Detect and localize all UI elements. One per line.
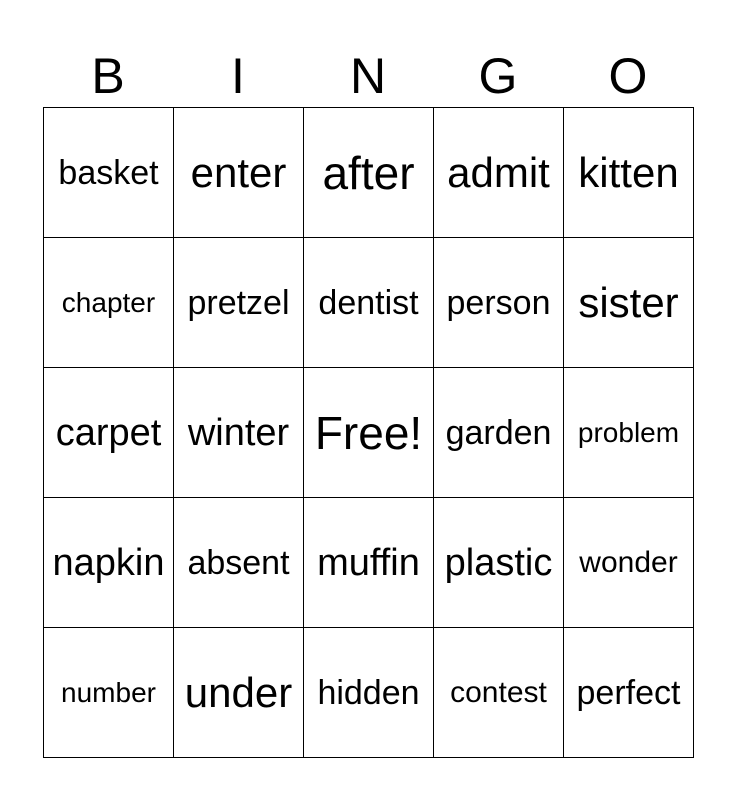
- header-letter-n: N: [349, 48, 387, 104]
- bingo-cell[interactable]: napkin: [43, 497, 174, 628]
- bingo-cell[interactable]: plastic: [433, 497, 564, 628]
- bingo-header: [43, 46, 693, 106]
- bingo-cell[interactable]: winter: [173, 367, 304, 498]
- header-letter-g: G: [478, 48, 518, 104]
- header-letter-i: I: [231, 48, 245, 104]
- bingo-cell[interactable]: pretzel: [173, 237, 304, 368]
- bingo-cell[interactable]: garden: [433, 367, 564, 498]
- bingo-board: [43, 107, 693, 757]
- header-letter-o: O: [608, 48, 648, 104]
- header-letter-b: B: [91, 48, 125, 104]
- bingo-cell[interactable]: muffin: [303, 497, 434, 628]
- bingo-cell[interactable]: chapter: [43, 237, 174, 368]
- bingo-cell[interactable]: sister: [563, 237, 694, 368]
- bingo-cell[interactable]: kitten: [563, 107, 694, 238]
- bingo-cell[interactable]: number: [43, 627, 174, 758]
- bingo-cell[interactable]: admit: [433, 107, 564, 238]
- bingo-cell[interactable]: basket: [43, 107, 174, 238]
- bingo-cell[interactable]: after: [303, 107, 434, 238]
- bingo-free-cell[interactable]: Free!: [303, 367, 434, 498]
- bingo-cell[interactable]: dentist: [303, 237, 434, 368]
- bingo-cell[interactable]: person: [433, 237, 564, 368]
- bingo-cell[interactable]: enter: [173, 107, 304, 238]
- bingo-cell[interactable]: carpet: [43, 367, 174, 498]
- bingo-cell[interactable]: under: [173, 627, 304, 758]
- bingo-cell[interactable]: perfect: [563, 627, 694, 758]
- bingo-cell[interactable]: wonder: [563, 497, 694, 628]
- bingo-cell[interactable]: problem: [563, 367, 694, 498]
- bingo-cell[interactable]: hidden: [303, 627, 434, 758]
- bingo-cell[interactable]: contest: [433, 627, 564, 758]
- bingo-cell[interactable]: absent: [173, 497, 304, 628]
